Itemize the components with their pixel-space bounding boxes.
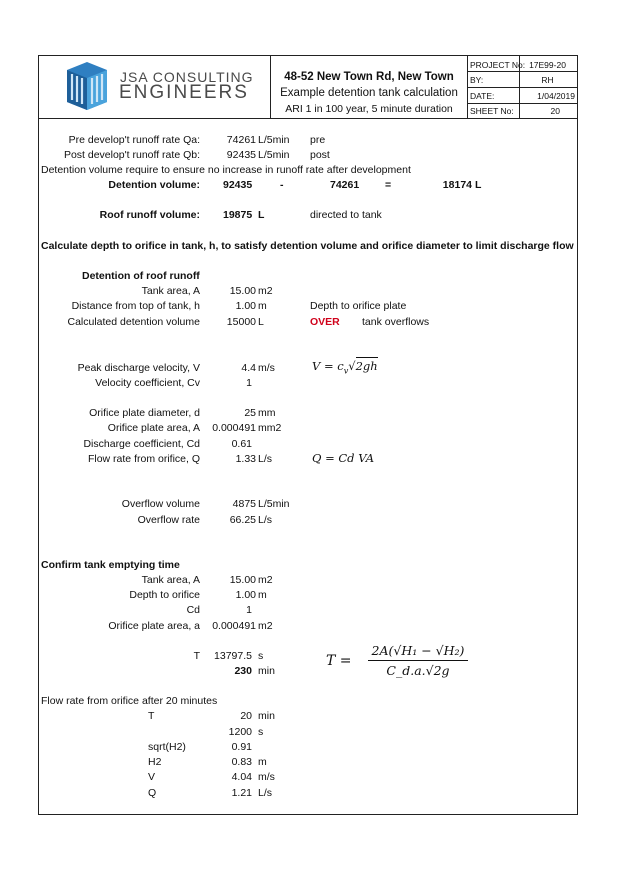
- after20-row-unit: m: [258, 756, 267, 768]
- after20-row-label: V: [148, 771, 156, 783]
- after20-row-value: 0.91: [231, 741, 252, 753]
- after20-row-label: Q: [148, 787, 157, 799]
- project-title: 48-52 New Town Rd, New Town: [284, 71, 454, 83]
- calc-volume-label: Calculated detention volume: [67, 316, 200, 328]
- over-note: tank overflows: [362, 316, 430, 328]
- sheet-label: SHEET No:: [470, 106, 514, 116]
- emptying-formula-lhs: T =: [326, 653, 352, 669]
- emptying-formula-numerator: 2A(√H₁ − √H₂): [371, 643, 465, 658]
- detention-post-value: 92435: [223, 179, 253, 191]
- flow-rate-label: Flow rate from orifice, Q: [87, 453, 200, 465]
- sheet-subtitle-2: ARI 1 in 100 year, 5 minute duration: [285, 103, 453, 115]
- project-no-value: 17E99-20: [529, 60, 566, 70]
- qb-unit: L/5min: [258, 149, 290, 161]
- detention-unit: L: [475, 179, 482, 191]
- overflow-volume-unit: L/5min: [258, 498, 290, 510]
- qa-value: 74261: [226, 134, 256, 146]
- emptying-tank-area-label: Tank area, A: [141, 574, 200, 586]
- roof-runoff-value: 19875: [223, 209, 253, 221]
- project-row-rule-2: [467, 87, 578, 88]
- after20-row-unit: L/s: [258, 787, 273, 799]
- detention-pre-value: 74261: [330, 179, 360, 191]
- requirement-text: Detention volume require to ensure no increase in runoff rate after development: [41, 164, 411, 176]
- peak-velocity-label: Peak discharge velocity, V: [77, 362, 200, 374]
- after20-row-value: 0.83: [231, 756, 252, 768]
- emptying-area-unit: m2: [258, 620, 273, 632]
- qb-note: post: [310, 149, 330, 161]
- detention-equals: =: [385, 179, 392, 191]
- distance-unit: m: [258, 300, 267, 312]
- peak-velocity-unit: m/s: [258, 362, 275, 374]
- distance-label: Distance from top of tank, h: [71, 300, 200, 312]
- detention-heading: Detention of roof runoff: [82, 270, 200, 282]
- emptying-t-minutes: 230: [234, 665, 252, 677]
- after20-row-unit: m/s: [258, 771, 275, 783]
- after20-row-value: 1.21: [231, 787, 252, 799]
- emptying-heading: Confirm tank emptying time: [41, 559, 180, 571]
- overflow-rate-label: Overflow rate: [137, 514, 200, 526]
- project-row-rule-3: [467, 103, 578, 104]
- velocity-formula-radicand: 2gh: [355, 359, 378, 373]
- calc-volume-value: 15000: [226, 316, 256, 328]
- after20-row-unit: s: [258, 726, 264, 738]
- after20-row-unit: min: [258, 710, 275, 722]
- company-logo-icon: [62, 60, 112, 112]
- over-status-badge: OVER: [310, 316, 340, 328]
- tank-area-unit: m2: [258, 285, 273, 297]
- calc-volume-unit: L: [258, 316, 264, 328]
- emptying-t-minutes-unit: min: [258, 665, 275, 677]
- date-label: DATE:: [470, 91, 495, 101]
- tank-area-value: 15.00: [229, 285, 256, 297]
- roof-runoff-unit: L: [258, 209, 265, 221]
- emptying-formula-denominator: C_d.a.√2g: [386, 663, 450, 678]
- peak-velocity-value: 4.4: [241, 362, 256, 374]
- flow-formula: Q = Cd VA: [312, 451, 375, 465]
- project-no-label: PROJECT No:: [470, 60, 526, 70]
- qa-unit: L/5min: [258, 134, 290, 146]
- detention-result: 18174: [442, 179, 472, 191]
- roof-runoff-label: Roof runoff volume:: [99, 209, 200, 221]
- qb-label: Post develop't runoff rate Qb:: [63, 149, 200, 161]
- emptying-area-value: 0.000491: [212, 620, 256, 632]
- tank-area-label: Tank area, A: [141, 285, 200, 297]
- overflow-rate-unit: L/s: [258, 514, 273, 526]
- emptying-area-label: Orifice plate area, a: [108, 620, 200, 632]
- qa-note: pre: [310, 134, 326, 146]
- orifice-area-label: Orifice plate area, A: [107, 422, 200, 434]
- after20-row-label: sqrt(H2): [148, 741, 186, 753]
- overflow-volume-label: Overflow volume: [121, 498, 200, 510]
- velocity-formula-sub: v: [343, 366, 349, 376]
- emptying-depth-label: Depth to orifice: [129, 589, 200, 601]
- emptying-depth-value: 1.00: [235, 589, 256, 601]
- after20-row-label: H2: [148, 756, 162, 768]
- emptying-tank-area-value: 15.00: [229, 574, 256, 586]
- by-value: RH: [541, 75, 554, 85]
- flow-rate-unit: L/s: [258, 453, 273, 465]
- logo-line-1: JSA CONSULTING: [120, 69, 254, 85]
- after20-row-value: 20: [240, 710, 252, 722]
- qb-value: 92435: [226, 149, 256, 161]
- orifice-area-unit: mm2: [258, 422, 282, 434]
- emptying-formula-fraction-bar: [368, 660, 468, 661]
- discharge-coef-label: Discharge coefficient, Cd: [83, 438, 200, 450]
- qa-label: Pre develop't runoff rate Qa:: [68, 134, 200, 146]
- overflow-rate-value: 66.25: [229, 514, 256, 526]
- emptying-t-seconds-unit: s: [258, 650, 264, 662]
- emptying-cd-value: 1: [246, 604, 252, 616]
- velocity-coef-value: 1: [246, 377, 252, 389]
- velocity-formula: [312, 358, 378, 379]
- roof-runoff-note: directed to tank: [310, 209, 382, 221]
- discharge-coef-value: 0.61: [231, 438, 252, 450]
- orifice-area-value: 0.000491: [212, 422, 256, 434]
- orifice-diameter-unit: mm: [258, 407, 276, 419]
- orifice-diameter-label: Orifice plate diameter, d: [89, 407, 200, 419]
- velocity-coef-label: Velocity coefficient, Cv: [95, 377, 200, 389]
- after20-row-value: 1200: [228, 726, 252, 738]
- velocity-formula-lhs: V = c: [312, 359, 344, 373]
- emptying-t-label: T: [193, 650, 200, 662]
- sheet-value: 20: [550, 106, 560, 116]
- overflow-volume-value: 4875: [232, 498, 256, 510]
- distance-value: 1.00: [235, 300, 256, 312]
- header-bottom-rule: [38, 118, 578, 119]
- emptying-depth-unit: m: [258, 589, 267, 601]
- after20-heading: Flow rate from orifice after 20 minutes: [41, 695, 218, 707]
- logo-line-2: ENGINEERS: [119, 82, 249, 103]
- detention-volume-label: Detention volume:: [108, 179, 200, 191]
- emptying-cd-label: Cd: [186, 604, 200, 616]
- calc-heading: Calculate depth to orifice in tank, h, to satisfy detention volume and orifice diameter to limit discharge flow: [41, 240, 574, 252]
- emptying-t-seconds: 13797.5: [214, 650, 252, 662]
- distance-note: Depth to orifice plate: [310, 300, 407, 312]
- sqrt-symbol: √: [348, 359, 356, 373]
- emptying-tank-area-unit: m2: [258, 574, 273, 586]
- flow-rate-value: 1.33: [235, 453, 256, 465]
- date-value: 1/04/2019: [537, 91, 575, 101]
- after20-row-label: T: [148, 710, 155, 722]
- sheet-subtitle: Example detention tank calculation: [280, 87, 458, 99]
- detention-minus: -: [280, 179, 284, 191]
- orifice-diameter-value: 25: [244, 407, 256, 419]
- by-label: BY:: [470, 75, 484, 85]
- after20-row-value: 4.04: [231, 771, 252, 783]
